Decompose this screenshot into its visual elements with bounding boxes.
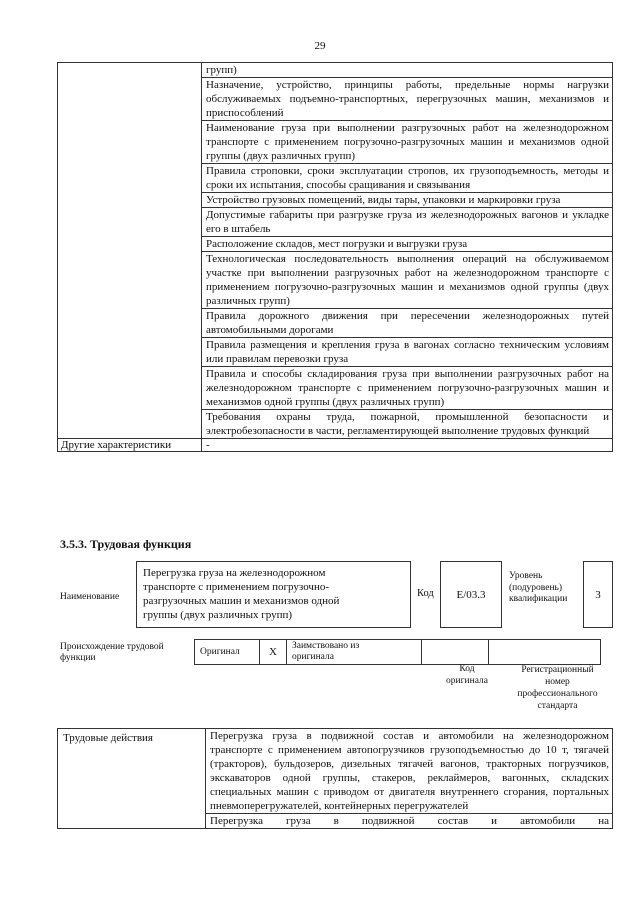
name-label: Наименование	[60, 592, 120, 602]
original-code-cell	[422, 640, 489, 665]
labor-actions-label: Трудовые действия	[58, 729, 206, 829]
reg-number-caption: Регистрационный номер профессионального стандарта	[517, 665, 598, 711]
code-label: Код	[417, 588, 434, 599]
table-row: Перегрузка груза в подвижной состав и автомобили на	[206, 814, 613, 829]
table-row: Требования охраны труда, пожарной, промышленной безопасности и электробезопасности в части, регламентирующей выполнение трудовых функций	[202, 410, 613, 439]
knowledge-table	[57, 62, 613, 452]
table-row: Правила и способы складирования груза при выполнении разгрузочных работ на железнодорожном транспорте с применением погрузочно-разгрузочных машин и механизмов одной группы (двух различных групп)	[202, 367, 613, 410]
page-bottom-margin	[0, 866, 640, 905]
original-code-caption: Код оригинала	[446, 664, 488, 686]
page-number: 29	[314, 40, 326, 52]
table-row: Допустимые габариты при разгрузке груза из железнодорожных вагонов и укладке его в штабель	[202, 208, 613, 237]
empty-label-cell	[58, 63, 202, 439]
table-row: Правила дорожного движения при пересечении железнодорожных путей автомобильными дорогами	[202, 309, 613, 338]
labor-actions-table	[57, 728, 613, 829]
table-row: Назначение, устройство, принципы работы, предельные нормы нагрузки обслуживаемых подъемно-транспортных, перегрузочных машин, механизмов и приспособлений	[202, 78, 613, 121]
reg-number-cell	[489, 640, 601, 665]
table-row: групп)	[202, 63, 613, 78]
table-row: Технологическая последовательность выполнения операций на обслуживаемом участке при выполнении разгрузочных работ на железнодорожном транспорте с применением погрузочно-разгрузочных машин и механизмов одной группы (двух различных групп)	[202, 252, 613, 309]
table-row: Расположение складов, мест погрузки и выгрузки груза	[202, 237, 613, 252]
borrowed-label: Заимствовано из оригинала	[287, 640, 422, 665]
section-heading: 3.5.3. Трудовая функция	[60, 537, 192, 551]
origin-table	[194, 639, 601, 665]
origin-label: Происхождение трудовой функции	[60, 642, 164, 663]
qualification-level-value: 3	[583, 561, 613, 628]
table-row: Перегрузка груза в подвижной состав и автомобили на железнодорожном транспорте с применением автопогрузчиков грузоподъемностью до 10 т, тягачей (тракторов), бульдозеров, дизельных тягачей вагонов, тракторных погрузчиков, экскаваторов одной группы, стакеров, реклаймеров, вагонных, складских специальных машин с приводом от двигателя внутреннего сгорания, портальных пневмоперегружателей, контейнерных перегружателей	[206, 729, 613, 814]
function-code: E/03.3	[440, 561, 502, 628]
function-name-box: Перегрузка груза на железнодорожном транспорте с применением погрузочно- разгрузочных машин и механизмов одной группы (двух различных групп)	[136, 561, 411, 628]
original-mark: X	[260, 640, 287, 665]
table-row: Устройство грузовых помещений, виды тары, упаковки и маркировки груза	[202, 193, 613, 208]
other-characteristics-label: Другие характеристики	[58, 439, 202, 452]
original-label: Оригинал	[195, 640, 260, 665]
table-row: Правила строповки, сроки эксплуатации стропов, их грузоподъемность, методы и сроки их испытания, способы сращивания и связывания	[202, 164, 613, 193]
other-characteristics-value: -	[202, 439, 613, 452]
qualification-level-label: Уровень (подуровень) квалификации	[509, 571, 568, 604]
table-row: Правила размещения и крепления груза в вагонах согласно техническим условиям или правилам перевозки груза	[202, 338, 613, 367]
table-row: Наименование груза при выполнении разгрузочных работ на железнодорожном транспорте с применением погрузочно-разгрузочных машин и механизмов одной группы (двух различных групп)	[202, 121, 613, 164]
